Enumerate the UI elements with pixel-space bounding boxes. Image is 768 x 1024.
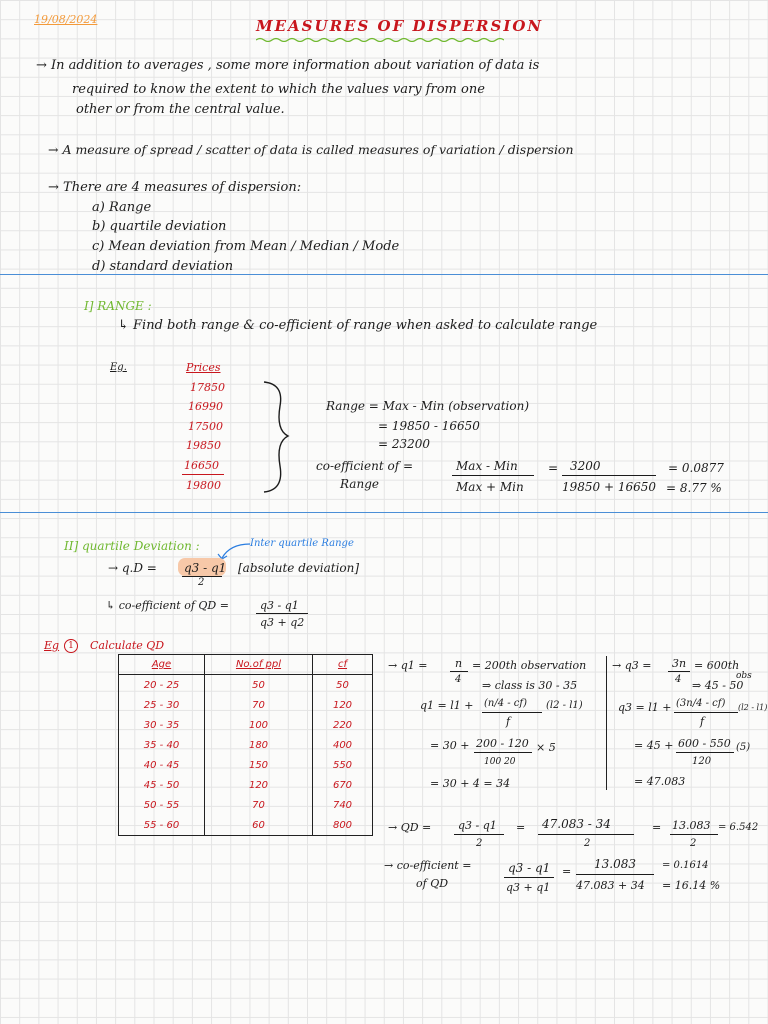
fraction-numerator: (3n/4 - cf) <box>676 698 726 709</box>
table-cell: 55 - 60 <box>119 815 205 836</box>
equals-sign: = <box>652 821 662 834</box>
table-cell: 20 - 25 <box>119 675 205 696</box>
table-cell: 740 <box>313 795 373 815</box>
price-value: 17850 <box>190 381 225 394</box>
q3-substitution: = 45 + <box>634 739 674 752</box>
fraction-denominator: 2 <box>476 838 483 849</box>
fraction-bar <box>482 712 542 713</box>
equals-sign: = <box>562 865 572 878</box>
table-cell: 40 - 45 <box>119 755 205 775</box>
frequency-table <box>118 654 373 836</box>
table-row <box>119 715 373 735</box>
table-cell: 25 - 30 <box>119 695 205 715</box>
example-title: Calculate QD <box>90 639 165 652</box>
price-value: 19850 <box>186 439 221 452</box>
equals-sign: = <box>516 821 526 834</box>
table-cell: 120 <box>205 775 313 795</box>
fraction-bar <box>538 834 634 835</box>
q1-interval: (l2 - l1) <box>546 700 583 711</box>
fraction-numerator: n <box>455 657 463 670</box>
table-row <box>119 815 373 836</box>
fraction-denominator: 2 <box>198 577 205 588</box>
q3-interval: (l2 - l1) <box>738 703 768 712</box>
date: 19/08/2024 <box>34 13 98 26</box>
q1-observation: = 200th observation <box>472 659 587 672</box>
list-item: c) Mean deviation from Mean / Median / Mode <box>92 239 400 254</box>
fraction-bar <box>454 834 504 835</box>
fraction-numerator: q3 - q1 <box>260 599 299 612</box>
iqr-annotation: Inter quartile Range <box>250 538 354 549</box>
example-number-badge: 1 <box>64 639 78 653</box>
fraction-denominator: q3 + q2 <box>260 616 305 629</box>
fraction-denominator: 100 20 <box>484 757 516 767</box>
fraction-numerator: 13.083 <box>672 819 711 832</box>
fraction-denominator: 4 <box>675 674 682 685</box>
fraction-numerator: 600 - 550 <box>678 737 731 750</box>
range-calc: = 19850 - 16650 <box>378 419 480 433</box>
q1-formula: q1 = l1 + <box>420 699 474 712</box>
coef-label: co-efficient of = <box>316 459 414 473</box>
coef-qd-label: of QD <box>416 877 449 890</box>
coef-qd-result-percent: = 16.14 % <box>662 879 721 892</box>
fraction-bar <box>256 613 308 614</box>
table-cell: 150 <box>205 755 313 775</box>
fraction-numerator: 3n <box>672 657 687 670</box>
equals-sign: = <box>548 461 559 475</box>
fraction-numerator: q3 - q1 <box>508 861 551 875</box>
table-cell: 70 <box>205 795 313 815</box>
table-row <box>119 795 373 815</box>
range-note: ↳ Find both range & co-efficient of range when asked to calculate range <box>118 318 598 333</box>
fraction-denominator: 2 <box>584 838 591 849</box>
table-cell: 670 <box>313 775 373 795</box>
intro-line-3: other or from the central value. <box>76 102 285 117</box>
fraction-numerator: q3 - q1 <box>184 561 227 575</box>
fraction-denominator: 4 <box>455 674 462 685</box>
fraction-bar <box>562 475 656 476</box>
fraction-numerator: 47.083 - 34 <box>542 817 611 831</box>
coef-qd-result: = 0.1614 <box>662 860 709 871</box>
curly-brace <box>258 380 292 494</box>
fraction-bar <box>452 475 534 476</box>
table-row <box>119 675 373 696</box>
fraction-bar <box>670 834 718 835</box>
list-item: a) Range <box>92 200 152 215</box>
range-result: = 23200 <box>378 437 431 451</box>
q3-class: ⇒ 45 - 50 <box>692 679 744 692</box>
fraction-bar <box>674 712 738 713</box>
q3-formula: q3 = l1 + <box>618 701 672 714</box>
table-cell: 45 - 50 <box>119 775 205 795</box>
qd-result: = 6.542 <box>718 822 759 833</box>
q1-multiplier: × 5 <box>536 741 556 754</box>
table-cell: 60 <box>205 815 313 836</box>
table-cell: 550 <box>313 755 373 775</box>
table-cell: 70 <box>205 695 313 715</box>
price-value: 16650 <box>184 459 219 472</box>
table-cell: 120 <box>313 695 373 715</box>
fraction-numerator: 3200 <box>570 459 601 473</box>
column-header: No.of ppl <box>205 655 313 675</box>
example-label: Eg <box>44 639 60 652</box>
range-heading: I] RANGE : <box>84 299 152 313</box>
fraction-numerator: q3 - q1 <box>458 819 497 832</box>
table-cell: 800 <box>313 815 373 836</box>
coef-qd-label: → co-efficient = <box>384 859 472 872</box>
price-value: 16990 <box>188 400 223 413</box>
fraction-numerator: (n/4 - cf) <box>484 698 528 709</box>
quartile-heading: II] quartile Deviation : <box>64 539 200 553</box>
fraction-denominator: Max + Min <box>456 480 524 494</box>
coef-result-percent: = 8.77 % <box>666 481 722 495</box>
example-number <box>64 637 78 653</box>
coef-label: Range <box>340 477 379 491</box>
section-divider <box>0 512 768 513</box>
table-row <box>119 755 373 775</box>
qd-coef-text: ↳ co-efficient of QD = <box>106 599 229 612</box>
fraction-numerator: 13.083 <box>594 857 636 871</box>
table-cell: 30 - 35 <box>119 715 205 735</box>
q3-multiplier: (5) <box>736 742 751 753</box>
fraction-denominator: 19850 + 16650 <box>562 480 657 494</box>
fraction-denominator: 47.083 + 34 <box>576 879 645 892</box>
range-formula: Range = Max - Min (observation) <box>326 399 530 413</box>
table-row <box>119 735 373 755</box>
fraction-numerator: 200 - 120 <box>476 737 529 750</box>
fraction-denominator: f <box>506 715 511 728</box>
list-item: d) standard deviation <box>92 259 234 274</box>
fraction-bar <box>504 877 554 878</box>
table-cell: 50 <box>205 675 313 696</box>
q3-observation: = 600th <box>694 659 740 672</box>
qd-formula-note: [absolute deviation] <box>238 561 360 575</box>
title-underline <box>256 37 504 42</box>
section-divider <box>0 274 768 275</box>
fraction-numerator: Max - Min <box>456 459 518 473</box>
table-row <box>119 775 373 795</box>
price-underline <box>182 474 224 475</box>
table-row <box>119 695 373 715</box>
table-cell: 400 <box>313 735 373 755</box>
q1-class: ⇒ class is 30 - 35 <box>482 679 578 692</box>
table-cell: 50 <box>313 675 373 696</box>
eg-label: Eg. <box>110 362 127 373</box>
table-cell: 100 <box>205 715 313 735</box>
q1-result: = 30 + 4 = 34 <box>430 777 511 790</box>
table-cell: 180 <box>205 735 313 755</box>
table-cell: 220 <box>313 715 373 735</box>
column-header: cf <box>313 655 373 675</box>
intro-line-5: → There are 4 measures of dispersion: <box>48 180 302 195</box>
fraction-denominator: f <box>700 715 705 728</box>
table-cell: 35 - 40 <box>119 735 205 755</box>
fraction-bar <box>576 874 654 875</box>
table-cell: 50 - 55 <box>119 795 205 815</box>
fraction-denominator: 2 <box>690 838 697 849</box>
coef-result: = 0.0877 <box>668 461 724 475</box>
price-value: 17500 <box>188 420 223 433</box>
intro-line-2: required to know the extent to which the values vary from one <box>72 82 485 97</box>
qd-formula-prefix: → q.D = <box>108 561 157 575</box>
list-item: b) quartile deviation <box>92 219 227 234</box>
q3-result: = 47.083 <box>634 775 686 788</box>
column-header: Age <box>119 655 205 675</box>
column-divider <box>606 656 607 790</box>
price-value: 19800 <box>186 479 221 492</box>
q1-line-1: → q1 = <box>388 659 428 672</box>
page-title: MEASURES OF DISPERSION <box>256 17 544 35</box>
qd-label: → QD = <box>388 821 432 834</box>
fraction-bar <box>676 752 734 753</box>
fraction-denominator: 120 <box>692 756 712 767</box>
fraction-bar <box>474 752 532 753</box>
prices-label: Prices <box>186 361 221 374</box>
table-header-row <box>119 655 373 675</box>
fraction-denominator: q3 + q1 <box>506 881 551 894</box>
intro-line-4: → A measure of spread / scatter of data is called measures of variation / dispersion <box>48 142 574 157</box>
q1-substitution: = 30 + <box>430 739 470 752</box>
q3-line-1: → q3 = <box>612 659 652 672</box>
q3-obs-note: obs <box>736 671 752 681</box>
intro-line-1: → In addition to averages , some more information about variation of data is <box>36 58 540 73</box>
